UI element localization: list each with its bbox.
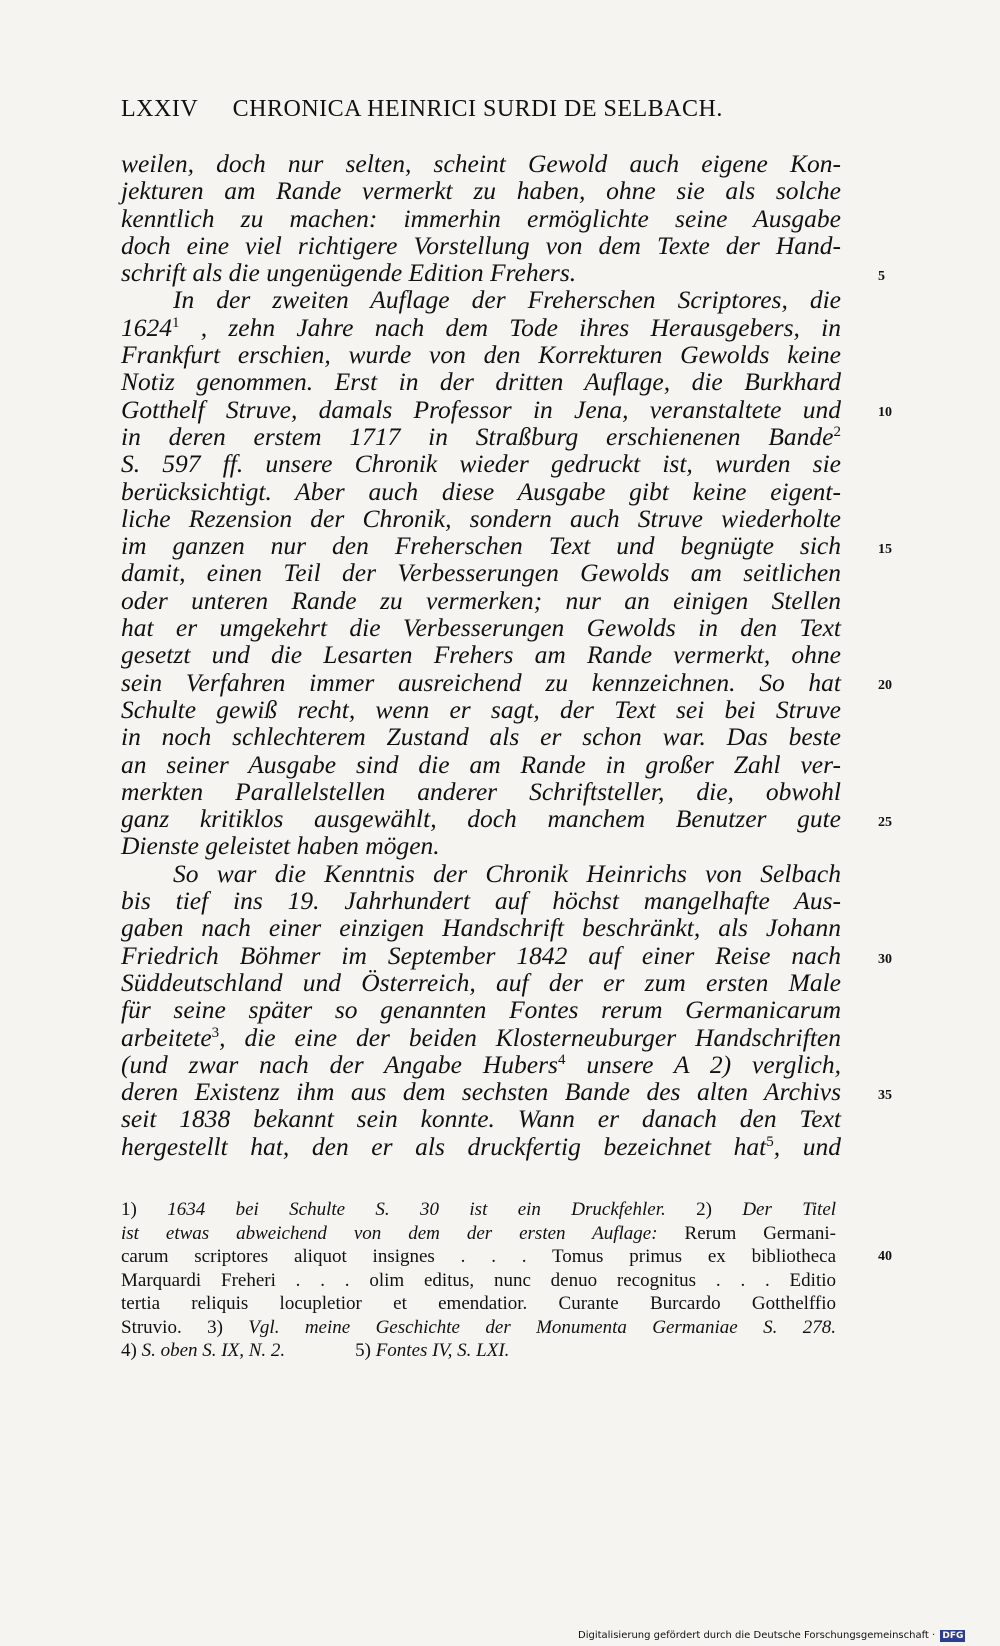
footnote-line: ist etwas abweichend von dem der ersten Auflage: Rerum Germani- — [121, 1222, 836, 1244]
margin-line-number: 20 — [878, 678, 892, 693]
footnote-line: tertia reliquis locupletior et emendatior. Curante Burcardo Gotthelffio — [121, 1293, 836, 1314]
text-line: gaben nach einer einzigen Handschrift beschränkt, als Johann — [121, 913, 841, 943]
text-line: in noch schlechterem Zustand als er schon war. Das beste — [121, 722, 841, 752]
text-line: an seiner Ausgabe sind die am Rande in großer Zahl ver- — [121, 749, 841, 779]
text-line: (und zwar nach der Angabe Hubers$^4$ unsere A 2) verglich, — [121, 1049, 841, 1079]
text-line: 1624$^1$ , zehn Jahre nach dem Tode ihres Herausgebers, in — [121, 312, 841, 342]
text-line: damit, einen Teil der Verbesserungen Gewolds am seitlichen — [121, 558, 841, 588]
footnote-marker: 5 — [766, 1133, 774, 1150]
text-line: hergestellt hat, den er als druckfertig bezeichnet hat$^5$, und — [121, 1131, 842, 1161]
text-line: ganz kritiklos ausgewählt, doch manchem Benutzer gute — [121, 804, 841, 834]
text-line: seit 1838 bekannt sein konnte. Wann er danach den Text — [121, 1104, 841, 1134]
text-line: Friedrich Böhmer im September 1842 auf einer Reise nach — [121, 940, 841, 970]
running-header — [121, 96, 841, 123]
text-line: schrift als die ungenügende Edition Frehers. — [121, 258, 577, 288]
footnote-line: 4) S. oben S. IX, N. 2. 5) Fontes IV, S. LXI. — [121, 1340, 510, 1361]
margin-line-number: 35 — [878, 1088, 892, 1103]
text-line: Frankfurt erschien, wurde von den Korrekturen Gewolds keine — [121, 340, 841, 370]
footnote-line: 1) 1634 bei Schulte S. 30 ist ein Druckfehler. 2) Der Titel — [121, 1199, 837, 1220]
text-line: berücksichtigt. Aber auch diese Ausgabe gibt keine eigent- — [121, 476, 841, 506]
text-line: gesetzt und die Lesarten Frehers am Rande vermerkt, ohne — [121, 640, 841, 670]
text-line: So war die Kenntnis der Chronik Heinrichs von Selbach — [173, 858, 841, 888]
footnote-marker: 1 — [172, 314, 180, 331]
text-line: Gotthelf Struve, damals Professor in Jena, veranstaltete und — [121, 394, 841, 424]
margin-line-number: 30 — [878, 952, 892, 967]
text-line: S. 597 ff. unsere Chronik wieder gedruckt ist, wurden sie — [121, 449, 841, 479]
text-line: kenntlich zu machen: immerhin ermöglichte seine Ausgabe — [121, 203, 841, 233]
text-line: weilen, doch nur selten, scheint Gewold auch eigene Kon- — [121, 149, 841, 178]
footnote-marker: 3 — [211, 1024, 220, 1041]
footnote-line: Marquardi Freheri . . . olim editus, nunc denuo recognitus . . . Editio — [121, 1269, 836, 1291]
text-line: jekturen am Rande vermerkt zu haben, ohne sie als solche — [121, 176, 841, 206]
text-line: im ganzen nur den Freherschen Text und begnügte sich — [121, 531, 841, 561]
text-line: für seine später so genannten Fontes rerum Germanicarum — [121, 995, 841, 1025]
text-line: deren Existenz ihm aus dem sechsten Bande des alten Archivs — [121, 1077, 841, 1107]
text-line: Süddeutschland und Österreich, auf der er zum ersten Male — [121, 967, 841, 997]
page-number: LXXIV — [121, 96, 199, 122]
footnote-marker: 4 — [557, 1051, 566, 1068]
text-line: Dienste geleistet haben mögen. — [121, 831, 440, 861]
year-text: 1624 — [121, 312, 172, 342]
footnote-line: Struvio. 3) Vgl. meine Geschichte der Monumenta Germaniae S. 278. — [121, 1316, 836, 1338]
footnotes — [121, 1198, 836, 1363]
credit-text: Digitalisierung gefördert durch die Deutsche Forschungsgemeinschaft · — [578, 1630, 936, 1641]
text-line: hat er umgekehrt die Verbesserungen Gewolds in den Text — [121, 613, 841, 643]
dfg-logo: DFG — [942, 1631, 964, 1641]
text-line: merkten Parallelstellen anderer Schriftsteller, die, obwohl — [121, 776, 841, 806]
margin-line-number: 5 — [878, 269, 885, 284]
running-title: CHRONICA HEINRICI SURDI DE SELBACH. — [232, 96, 723, 122]
text-line: doch eine viel richtigere Vorstellung von dem Texte der Hand- — [121, 230, 841, 260]
text-line: liche Rezension der Chronik, sondern auch Struve wiederholte — [121, 503, 841, 533]
text-line: oder unteren Rande zu vermerken; nur an einigen Stellen — [121, 585, 841, 615]
margin-line-number: 40 — [878, 1249, 892, 1264]
digitization-credit — [578, 1630, 965, 1642]
main-text — [121, 150, 841, 1160]
footnote-marker: 2 — [833, 423, 841, 440]
text-line: Schulte gewiß recht, wenn er sagt, der Text sei bei Struve — [121, 694, 841, 724]
margin-line-number: 10 — [878, 405, 892, 420]
footnote-line: carum scriptores aliquot insignes . . . Tomus primus ex bibliotheca — [121, 1246, 836, 1267]
margin-line-number: 15 — [878, 542, 892, 557]
text-line: arbeitete$^3$, die eine der beiden Klosterneuburger Handschriften — [121, 1022, 841, 1052]
text-line: bis tief ins 19. Jahrhundert auf höchst mangelhafte Aus- — [121, 886, 841, 916]
text-line: in deren erstem 1717 in Straßburg erschienenen Bande$^2$ — [121, 421, 841, 451]
text-line: In der zweiten Auflage der Freherschen Scriptores, die — [173, 285, 841, 315]
margin-line-number: 25 — [878, 815, 892, 830]
text-line: sein Verfahren immer ausreichend zu kennzeichnen. So hat — [121, 667, 841, 697]
text-line: Notiz genommen. Erst in der dritten Auflage, die Burkhard — [121, 367, 841, 397]
